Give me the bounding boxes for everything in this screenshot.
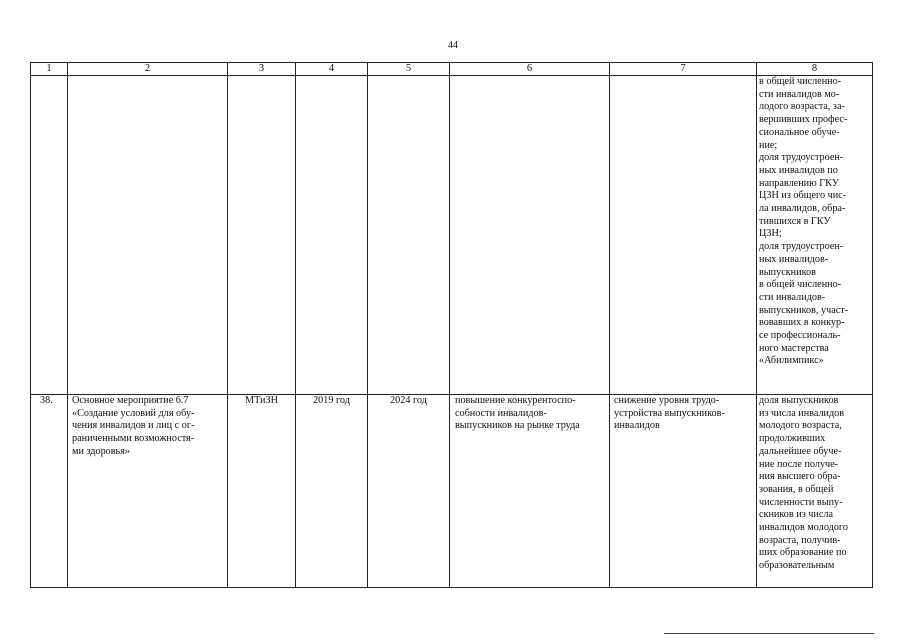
end-year-cell xyxy=(368,76,450,395)
page-number: 44 xyxy=(448,40,458,51)
cell-line: ние; xyxy=(759,139,778,151)
cell-line: ЦЗН; xyxy=(759,228,782,240)
cell-line: повышение конкурентоспо- xyxy=(455,395,576,406)
header-cell: 2 xyxy=(68,63,228,76)
header-cell: 8 xyxy=(757,63,873,76)
expected-result-cell xyxy=(450,76,610,395)
cell-line: снижение уровня трудо- xyxy=(614,395,720,406)
cell-line: ных инвалидов- xyxy=(759,253,829,265)
cell-line: ла инвалидов, обра- xyxy=(759,203,846,215)
indicators-cell xyxy=(757,76,873,395)
cell-line: сти инвалидов мо- xyxy=(759,88,840,100)
cell-line: доля трудоустроен- xyxy=(759,241,844,253)
cell-line: лодого возраста, за- xyxy=(759,101,845,113)
cell-line: сиональное обуче- xyxy=(759,126,840,138)
cell-line: устройства выпускников- xyxy=(614,407,725,419)
end-year-cell: 2024 год xyxy=(368,395,450,588)
executor-cell: МТиЗН xyxy=(228,395,296,588)
cell-line: сти инвалидов- xyxy=(759,291,826,303)
cell-line: выпускников xyxy=(759,266,816,278)
cell-line: численности выпу- xyxy=(759,496,843,508)
row-number-cell xyxy=(31,76,68,395)
cell-line: инвалидов молодого xyxy=(759,522,848,534)
header-cell: 7 xyxy=(610,63,757,76)
cell-line: собности инвалидов- xyxy=(455,407,547,419)
cell-line: Основное мероприятие 6.7 xyxy=(72,395,189,406)
expected-result-cell xyxy=(450,395,610,588)
cell-line: ние после получе- xyxy=(759,458,839,470)
consequences-cell xyxy=(610,76,757,395)
activity-name-cell xyxy=(68,76,228,395)
cell-line: вовавших в конкур- xyxy=(759,317,845,329)
cell-line: доля трудоустроен- xyxy=(759,152,844,164)
header-cell: 1 xyxy=(31,63,68,76)
cell-line: выпускников, участ- xyxy=(759,304,849,316)
executor-cell xyxy=(228,76,296,395)
cell-line: ния высшего обра- xyxy=(759,471,841,483)
cell-line: направлению ГКУ xyxy=(759,177,839,189)
cell-line: выпускников на рынке труда xyxy=(455,420,580,432)
table-header-row xyxy=(31,63,873,76)
cell-line: молодого возраста, xyxy=(759,420,842,432)
cell-line: ЦЗН из общего чис- xyxy=(759,190,847,202)
cell-line: чения инвалидов и лиц с ог- xyxy=(72,420,195,432)
row-number-cell: 38. xyxy=(31,395,68,588)
table-row xyxy=(31,76,873,395)
cell-line: зования, в общей xyxy=(759,483,834,495)
cell-line: раниченными возможностя- xyxy=(72,433,195,445)
cell-line: ших образование по xyxy=(759,547,847,559)
cell-line: доля выпускников xyxy=(759,395,839,406)
cell-line: в общей численно- xyxy=(759,76,842,87)
cell-line: образовательным xyxy=(759,560,835,572)
cell-line: «Создание условий для обу- xyxy=(72,407,195,419)
cell-line: ных инвалидов по xyxy=(759,164,838,176)
start-year-cell xyxy=(296,76,368,395)
start-year-cell: 2019 год xyxy=(296,395,368,588)
header-cell: 3 xyxy=(228,63,296,76)
cell-line: ного мастерства xyxy=(759,342,829,354)
cell-line: продолживших xyxy=(759,433,826,445)
header-cell: 5 xyxy=(368,63,450,76)
cell-line: ми здоровья» xyxy=(72,445,130,457)
cell-line: скников из числа xyxy=(759,509,833,521)
cell-line: «Абилимпикс» xyxy=(759,355,824,367)
header-cell: 4 xyxy=(296,63,368,76)
cell-line: дальнейшее обуче- xyxy=(759,445,842,457)
indicators-cell xyxy=(757,395,873,588)
consequences-cell xyxy=(610,395,757,588)
activity-name-cell xyxy=(68,395,228,588)
page-bottom-divider xyxy=(664,633,874,634)
cell-line: тившихся в ГКУ xyxy=(759,215,831,227)
table-row xyxy=(31,395,873,588)
cell-line: вершивших профес- xyxy=(759,114,848,126)
cell-line: возраста, получив- xyxy=(759,534,841,546)
program-activities-table xyxy=(30,62,873,588)
cell-line: из числа инвалидов xyxy=(759,407,845,419)
cell-line: в общей численно- xyxy=(759,279,842,291)
cell-line: инвалидов xyxy=(614,420,660,432)
header-cell: 6 xyxy=(450,63,610,76)
cell-line: се профессиональ- xyxy=(759,330,841,342)
